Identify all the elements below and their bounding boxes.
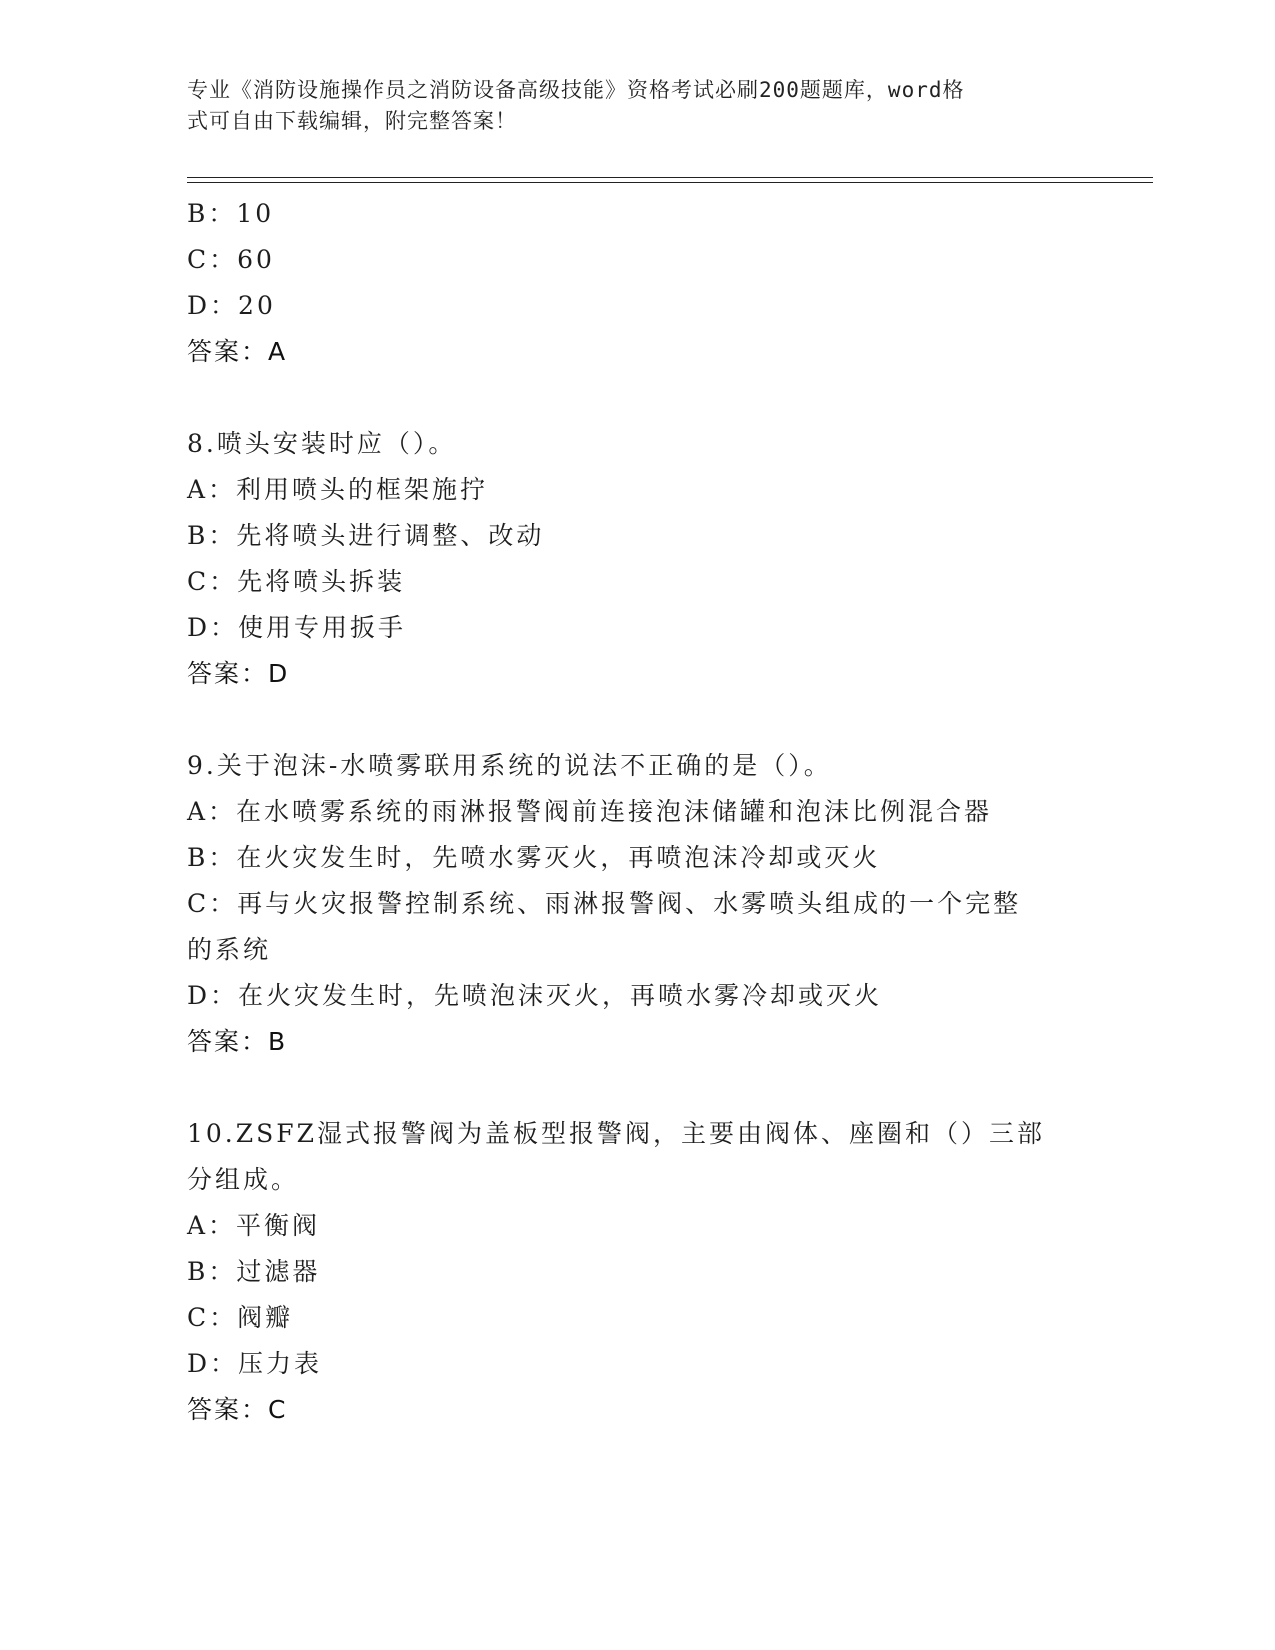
option-c: C：阀瓣: [187, 1303, 294, 1332]
option-c: C：60: [187, 245, 275, 274]
question-7-continued: [187, 191, 1087, 375]
option-b: B：10: [187, 199, 275, 228]
header-line-2: 式可自由下载编辑，附完整答案！: [187, 109, 517, 133]
answer-line: 答案：A: [187, 337, 288, 366]
question-8: [187, 421, 1087, 697]
option-c: C：再与火灾报警控制系统、雨淋报警阀、水雾喷头组成的一个完整的系统: [187, 889, 1022, 964]
option-a: A：利用喷头的框架施拧: [187, 475, 489, 504]
header-divider-top: [187, 177, 1153, 178]
answer-line: 答案：C: [187, 1395, 288, 1424]
option-b: B：过滤器: [187, 1257, 321, 1286]
option-d: D：在火灾发生时，先喷泡沫灭火，再喷水雾冷却或灭火: [187, 981, 883, 1010]
question-9: [187, 743, 1087, 1065]
option-d: D：20: [187, 291, 276, 320]
option-d: D：压力表: [187, 1349, 323, 1378]
question-list: [187, 191, 1087, 1433]
option-b: B：先将喷头进行调整、改动: [187, 521, 545, 550]
question-stem: 8.喷头安装时应（）。: [187, 429, 457, 458]
option-b: B：在火灾发生时，先喷水雾灭火，再喷泡沫冷却或灭火: [187, 843, 881, 872]
question-10: [187, 1111, 1087, 1433]
header-divider-bottom: [187, 182, 1153, 183]
option-a: A：平衡阀: [187, 1211, 321, 1240]
document-header: [187, 75, 1067, 137]
answer-line: 答案：D: [187, 659, 290, 688]
header-line-1: 专业《消防设施操作员之消防设备高级技能》资格考试必刷200题题库，word格: [187, 78, 965, 102]
option-a: A：在水喷雾系统的雨淋报警阀前连接泡沫储罐和泡沫比例混合器: [187, 797, 993, 826]
answer-line: 答案：B: [187, 1027, 288, 1056]
option-d: D：使用专用扳手: [187, 613, 407, 642]
question-stem: 10.ZSFZ湿式报警阀为盖板型报警阀，主要由阀体、座圈和（）三部分组成。: [187, 1119, 1045, 1194]
question-stem: 9.关于泡沫-水喷雾联用系统的说法不正确的是（）。: [187, 751, 832, 780]
option-c: C：先将喷头拆装: [187, 567, 406, 596]
